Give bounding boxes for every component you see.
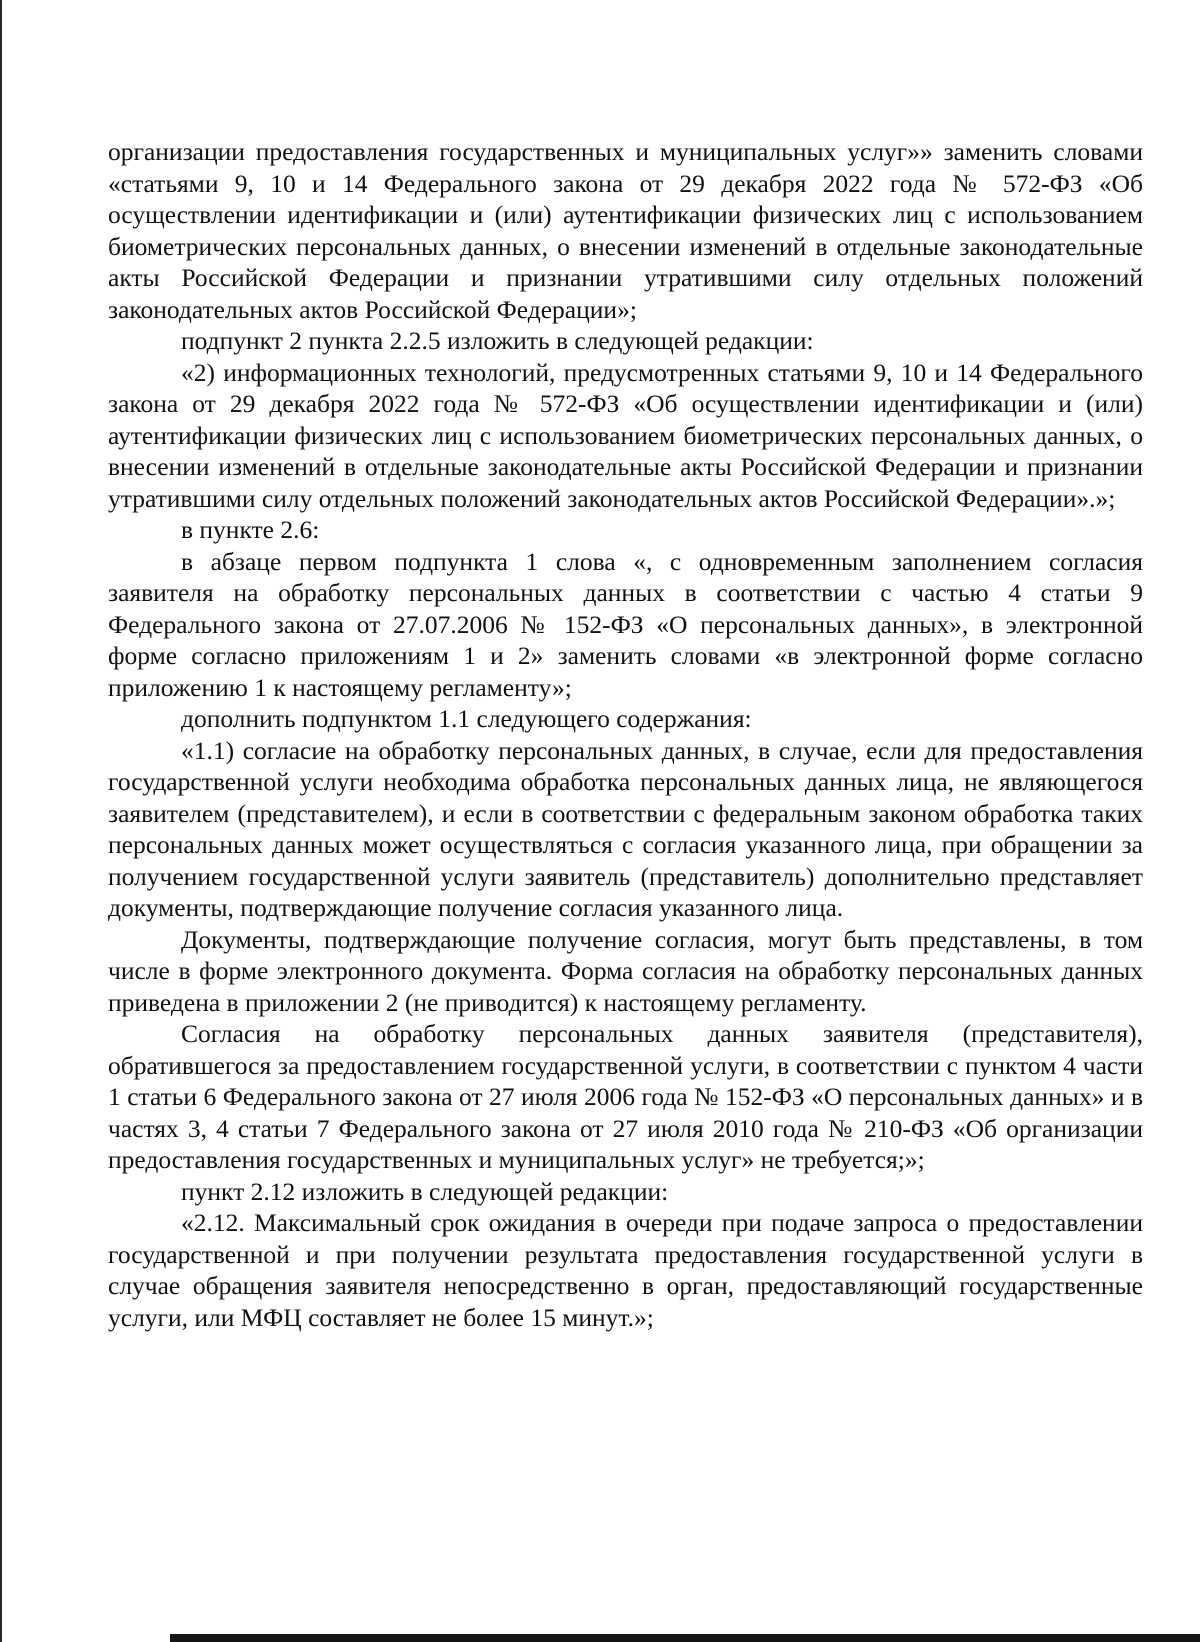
paragraph-add-subclause-1-1: дополнить подпунктом 1.1 следующего содержания: [181, 704, 752, 733]
paragraph-subclause-2-text: «2) информационных технологий, предусмотренных статьями 9, 10 и 14 Федерального закона от 29 декабря 2022 года № 572-ФЗ «Об осуществлении идентификации и (или) аутентификации физических лиц с использованием биометрических персональных данных, о внесении изменений в отдельные законодательные акты Российской Федерации и признании утратившими силу отдельных положений законодательных актов Российской Федерации».»; [108, 357, 1143, 513]
paragraph-subclause-2-2-5-intro: подпункт 2 пункта 2.2.5 изложить в следующей редакции: [181, 326, 814, 355]
paragraph-clause-2-12-intro: пункт 2.12 изложить в следующей редакции: [181, 1176, 669, 1206]
paragraph-clause-2-12-text: «2.12. Максимальный срок ожидания в очереди при подаче запроса о предоставлении государственной и при получении результата предоставления государственной услуги в случае обращения заявителя непосредственно в орган, предоставляющий государственные услуги, или МФЦ составляет не более 15 минут.»; [108, 1208, 1143, 1332]
paragraph-continuation: организации предоставления государственных и муниципальных услуг»» заменить словами «статьями 9, 10 и 14 Федерального закона от 29 декабря 2022 года № 572-ФЗ «Об осуществлении идентификации и (или) аутентификации физических лиц с использованием биометрических персональных данных, о внесении изменений в отдельные законодательные акты Российской Федерации и признании утратившими силу отдельных положений законодательных актов Российской Федерации»; [108, 137, 1143, 324]
paragraph-consent-documents: Документы, подтверждающие получение согласия, могут быть представлены, в том числе в форме электронного документа. Форма согласия на обработку персональных данных приведена в приложении 2 (не приводится) к настоящему регламенту. [108, 924, 1143, 1017]
paragraph-subclause-1-1-text: «1.1) согласие на обработку персональных данных, в случае, если для предоставления государственной услуги необходима обработка персональных данных лица, не являющегося заявителем (представителем), и если в соответствии с федеральным законом обработка таких персональных данных может осуществляться с согласия указанного лица, при обращении за получением государственной услуги заявитель (представитель) дополнительно представляет документы, подтверждающие получение согласия указанного лица. [108, 735, 1143, 922]
scan-edge-bottom [170, 1634, 1200, 1642]
scan-edge-left [0, 0, 2, 1642]
paragraph-consent-not-required: Согласия на обработку персональных данных заявителя (представителя), обратившегося за предоставлением государственной услуги, в соответствии с пунктом 4 части 1 статьи 6 Федерального закона от 27 июля 2006 года № 152-ФЗ «О персональных данных» и в частях 3, 4 статьи 7 Федерального закона от 27 июля 2010 года № 210-ФЗ «Об организации предоставления государственных и муниципальных услуг» не требуется;»; [108, 1019, 1143, 1174]
paragraph-clause-2-6-first: в абзаце первом подпункта 1 слова «, с одновременным заполнением согласия заявителя на обработку персональных данных в соответствии с частью 4 статьи 9 Федерального закона от 27.07.2006 № 152-ФЗ «О персональных данных», в электронной форме согласно приложениям 1 и 2» заменить словами «в электронной форме согласно приложению 1 к настоящему регламенту»; [108, 546, 1143, 702]
document-body [108, 136, 1143, 1333]
paragraph-clause-2-6-intro: в пункте 2.6: [181, 515, 320, 544]
